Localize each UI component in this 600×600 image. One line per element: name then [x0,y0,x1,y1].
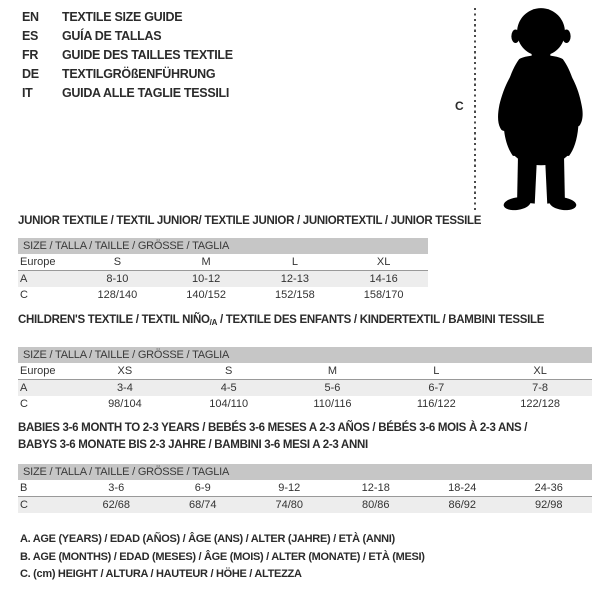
data-cell: 62/68 [102,499,131,511]
footnotes [20,531,425,584]
data-cell: 12-13 [280,273,309,285]
row-label: C [20,398,28,410]
data-cell: 140/152 [186,289,226,301]
language-title: GUÍA DE TALLAS [62,29,162,43]
title-line: BABYS 3-6 MONATE BIS 2-3 JAHRE / BAMBINI 3-6 MESI A 2-3 ANNI [18,439,368,451]
data-cell: 158/170 [363,289,404,301]
language-row [22,27,233,46]
data-cell: 86/92 [448,499,477,511]
data-cell: 80/86 [361,499,390,511]
height-measure-label: C [455,99,464,113]
data-cell: 122/128 [520,398,560,410]
children-table-title [18,314,544,327]
table-row-a [18,271,428,287]
data-cell: 6-9 [194,482,211,494]
row-label: B [20,482,28,494]
language-list [22,8,233,103]
language-row [22,65,233,84]
data-cell: 6-7 [428,382,445,394]
junior-table-title: JUNIOR TEXTILE / TEXTIL JUNIOR/ TEXTILE JUNIOR / JUNIORTEXTIL / JUNIOR TESSILE [18,215,482,227]
title-text: CHILDREN'S TEXTILE / TEXTIL NIÑO [18,314,210,326]
language-code: IT [22,86,33,100]
data-cell: 110/116 [313,398,352,410]
language-title: TEXTILGRÖßENFÜHRUNG [62,67,216,81]
column-header-cell: S [225,365,233,377]
language-code: EN [22,10,39,24]
column-header-row [18,254,428,271]
language-row [22,46,233,65]
data-cell: 4-5 [220,382,237,394]
data-cell: 104/110 [209,398,249,410]
table-row-c [18,396,592,412]
language-row [22,84,233,103]
language-title: TEXTILE SIZE GUIDE [62,10,183,24]
footnote-age-months: B. AGE (MONTHS) / EDAD (MESES) / ÂGE (MOIS) / ALTER (MONATE) / ETÀ (MESI) [20,550,425,563]
data-cell: 98/104 [108,398,142,410]
footnote-age-years: A. AGE (YEARS) / EDAD (AÑOS) / ÂGE (ANS) / ALTER (JAHRE) / ETÀ (ANNI) [20,533,395,545]
baby-figure [450,4,600,216]
data-cell: 152/158 [274,289,315,301]
junior-size-table [18,238,428,303]
data-cell: 10-12 [192,273,221,285]
data-cell: 8-10 [106,273,129,285]
row-label: C [20,289,28,301]
column-header-cell: M [201,256,211,268]
data-cell: 7-8 [532,382,549,394]
table-row-b [18,480,592,497]
size-header-bar: SIZE / TALLA / TAILLE / GRÖSSE / TAGLIA [18,238,428,254]
footnote-height-cm: C. (cm) HEIGHT / ALTURA / HAUTEUR / HÖHE / ALTEZZA [20,568,302,580]
data-cell: 12-18 [361,482,390,494]
language-row [22,8,233,27]
row-label: C [20,499,28,511]
children-size-table [18,347,592,412]
data-cell: 9-12 [278,482,301,494]
data-cell: 18-24 [448,482,477,494]
column-header-cell: XS [117,365,133,377]
table-row-c [18,497,592,513]
column-header-cell: XL [376,256,391,268]
language-title: GUIDE DES TAILLES TEXTILE [62,48,233,62]
data-cell: 5-6 [324,382,341,394]
data-cell: 68/74 [188,499,217,511]
language-code: DE [22,67,39,81]
table-row-c [18,287,428,303]
data-cell: 14-16 [369,273,398,285]
size-header-bar: SIZE / TALLA / TAILLE / GRÖSSE / TAGLIA [18,347,592,363]
baby-silhouette-icon [487,4,595,212]
row-label: A [20,382,28,394]
data-cell: 3-4 [116,382,133,394]
title-text: / TEXTILE DES ENFANTS / KINDERTEXTIL / BAMBINI TESSILE [217,314,545,326]
row-label: A [20,273,28,285]
language-title: GUIDA ALLE TAGLIE TESSILI [62,86,230,100]
babies-size-table [18,464,592,513]
data-cell: 116/122 [416,398,456,410]
babies-table-title [18,420,527,454]
language-code: ES [22,29,39,43]
table-row-a [18,380,592,396]
data-cell: 24-36 [534,482,563,494]
title-line: BABIES 3-6 MONTH TO 2-3 YEARS / BEBÉS 3-6 MESES A 2-3 AÑOS / BÉBÉS 3-6 MOIS À 2-3 ANS / [18,422,528,434]
data-cell: 92/98 [534,499,563,511]
row-label: Europe [20,256,56,268]
column-header-row [18,363,592,380]
column-header-cell: M [327,365,338,377]
column-header-cell: XL [533,365,547,377]
column-header-cell: L [291,256,298,268]
data-cell: 128/140 [97,289,138,301]
row-label: Europe [20,365,56,377]
data-cell: 74/80 [275,499,304,511]
height-dotted-line [474,8,476,211]
size-header-bar: SIZE / TALLA / TAILLE / GRÖSSE / TAGLIA [18,464,592,480]
title-subscript: /A [209,318,218,327]
language-code: FR [22,48,39,62]
column-header-cell: L [433,365,440,377]
data-cell: 3-6 [108,482,125,494]
column-header-cell: S [113,256,122,268]
